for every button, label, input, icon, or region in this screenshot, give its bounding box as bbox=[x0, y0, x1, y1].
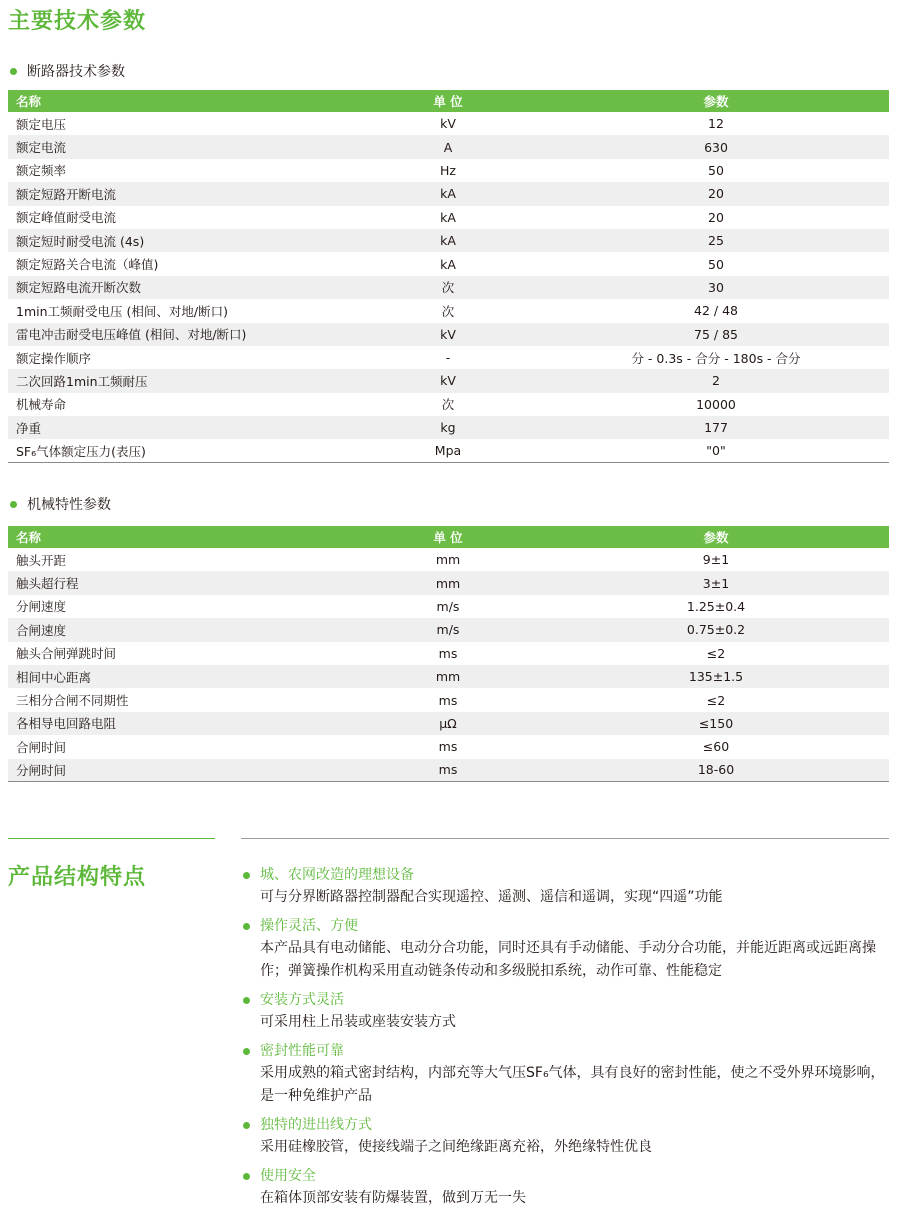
table-row bbox=[8, 595, 889, 618]
table-row bbox=[8, 439, 889, 462]
feature-heading bbox=[242, 1040, 892, 1062]
page-title: 主要技术参数 bbox=[8, 9, 147, 34]
feature-item bbox=[242, 915, 892, 983]
cell-unit: m/s bbox=[353, 618, 543, 641]
section-title-text: 断路器技术参数 bbox=[27, 64, 125, 80]
feature-item bbox=[242, 1114, 892, 1159]
cell-value: 10000 bbox=[696, 396, 736, 412]
table-row bbox=[8, 735, 889, 758]
table-row bbox=[8, 276, 889, 299]
cell-name: 额定操作顺序 bbox=[16, 350, 92, 366]
section-title-mechanical bbox=[8, 494, 111, 514]
cell-value: 3±1 bbox=[543, 571, 889, 594]
feature-heading bbox=[242, 864, 892, 886]
cell-unit: kV bbox=[440, 116, 456, 132]
cell-value: 50 bbox=[708, 256, 724, 272]
feature-heading bbox=[242, 1114, 892, 1136]
cell-value: 20 bbox=[543, 182, 889, 205]
bullet-dot-icon bbox=[243, 923, 250, 930]
cell-name: SF₆气体额定压力(表压) bbox=[8, 439, 353, 462]
feature-heading bbox=[242, 989, 892, 1011]
bullet-dot-icon bbox=[243, 1173, 250, 1180]
cell-value: 177 bbox=[543, 416, 889, 439]
cell-unit: Hz bbox=[440, 162, 456, 178]
cell-unit: kV bbox=[353, 369, 543, 392]
divider-green bbox=[8, 838, 215, 839]
cell-unit: kV bbox=[353, 323, 543, 346]
breaker-spec-table bbox=[8, 90, 889, 463]
cell-name: 相间中心距离 bbox=[8, 665, 353, 688]
cell-name: 额定峰值耐受电流 bbox=[16, 210, 117, 226]
bullet-dot-icon bbox=[243, 1122, 250, 1129]
table-row bbox=[8, 688, 889, 711]
bullet-dot-icon bbox=[10, 68, 17, 75]
cell-unit: μΩ bbox=[353, 712, 543, 735]
cell-unit: kA bbox=[353, 229, 543, 252]
cell-value: 50 bbox=[708, 162, 724, 178]
table-row bbox=[8, 642, 889, 665]
column-header-name: 名称 bbox=[8, 90, 353, 112]
feature-heading bbox=[242, 915, 892, 937]
cell-value: 42 / 48 bbox=[694, 303, 738, 319]
cell-name: 净重 bbox=[8, 416, 353, 439]
table-row bbox=[8, 135, 889, 158]
cell-unit: mm bbox=[353, 665, 543, 688]
feature-heading-text: 使用安全 bbox=[260, 1168, 316, 1184]
column-header-name: 名称 bbox=[8, 526, 353, 548]
table-row bbox=[8, 548, 889, 571]
cell-value: ≤60 bbox=[702, 739, 730, 755]
feature-heading-text: 操作灵活、方便 bbox=[260, 918, 358, 934]
table-row bbox=[8, 229, 889, 252]
cell-value: 30 bbox=[543, 276, 889, 299]
cell-unit: ms bbox=[438, 739, 458, 755]
cell-value: 12 bbox=[708, 116, 724, 132]
feature-item bbox=[242, 1040, 892, 1108]
bullet-dot-icon bbox=[243, 997, 250, 1004]
cell-unit: kg bbox=[353, 416, 543, 439]
mechanical-spec-table bbox=[8, 526, 889, 782]
cell-name: 二次回路1min工频耐压 bbox=[8, 369, 353, 392]
table-row bbox=[8, 182, 889, 205]
table-row bbox=[8, 299, 889, 322]
cell-value: 20 bbox=[708, 209, 724, 225]
cell-unit: 次 bbox=[441, 303, 455, 319]
cell-name: 触头超行程 bbox=[8, 571, 353, 594]
cell-name: 额定短路关合电流（峰值) bbox=[16, 257, 159, 273]
cell-name: 合闸时间 bbox=[16, 739, 67, 755]
cell-value: 75 / 85 bbox=[543, 323, 889, 346]
feature-item bbox=[242, 989, 892, 1034]
table-row bbox=[8, 416, 889, 439]
table-row bbox=[8, 206, 889, 229]
cell-unit: kA bbox=[440, 209, 456, 225]
cell-value: 1.25±0.4 bbox=[686, 598, 746, 614]
cell-unit: - bbox=[445, 350, 451, 366]
cell-name: 各相导电回路电阻 bbox=[8, 712, 353, 735]
cell-value: 分 - 0.3s - 合分 - 180s - 合分 bbox=[631, 350, 801, 366]
table-row bbox=[8, 712, 889, 735]
feature-heading-text: 城、农网改造的理想设备 bbox=[260, 867, 414, 883]
cell-unit: mm bbox=[435, 552, 461, 568]
cell-name: 额定电压 bbox=[16, 116, 67, 132]
cell-unit: Mpa bbox=[353, 439, 543, 462]
cell-value: "0" bbox=[543, 439, 889, 462]
structure-section-title: 产品结构特点 bbox=[8, 865, 147, 890]
column-header-unit: 单 位 bbox=[353, 526, 543, 548]
table-row bbox=[8, 759, 889, 782]
feature-description: 可采用柱上吊装或座装安装方式 bbox=[260, 1014, 456, 1030]
cell-unit: kA bbox=[353, 182, 543, 205]
cell-unit: ms bbox=[438, 645, 458, 661]
table-row bbox=[8, 252, 889, 275]
column-header-value: 参数 bbox=[543, 526, 889, 548]
bullet-dot-icon bbox=[243, 872, 250, 879]
cell-value: ≤2 bbox=[706, 645, 726, 661]
cell-name: 分闸时间 bbox=[8, 759, 353, 782]
cell-value: 630 bbox=[543, 135, 889, 158]
cell-name: 机械寿命 bbox=[16, 397, 67, 413]
table-row bbox=[8, 618, 889, 641]
feature-heading-text: 独特的进出线方式 bbox=[260, 1117, 372, 1133]
section-title-text: 机械特性参数 bbox=[27, 497, 111, 513]
feature-list bbox=[242, 864, 892, 1216]
cell-name: 1min工频耐受电压 (相间、对地/断口) bbox=[16, 303, 228, 319]
cell-unit: 次 bbox=[353, 276, 543, 299]
table-header-row bbox=[8, 90, 889, 112]
feature-description: 在箱体顶部安装有防爆装置，做到万无一失 bbox=[260, 1190, 526, 1206]
column-header-value: 参数 bbox=[543, 90, 889, 112]
feature-description: 采用硅橡胶管，使接线端子之间绝缘距离充裕，外绝缘特性优良 bbox=[260, 1139, 652, 1155]
table-row bbox=[8, 159, 889, 182]
cell-value: ≤2 bbox=[706, 692, 726, 708]
cell-name: 雷电冲击耐受电压峰值 (相间、对地/断口) bbox=[8, 323, 353, 346]
cell-value: 9±1 bbox=[702, 552, 730, 568]
table-row bbox=[8, 369, 889, 392]
cell-name: 触头开距 bbox=[16, 552, 67, 568]
cell-name: 额定短时耐受电流 (4s) bbox=[8, 229, 353, 252]
table-row bbox=[8, 346, 889, 369]
cell-value: 135±1.5 bbox=[543, 665, 889, 688]
table-header-row bbox=[8, 526, 889, 548]
cell-name: 额定电流 bbox=[8, 135, 353, 158]
cell-unit: mm bbox=[353, 571, 543, 594]
cell-value: ≤150 bbox=[543, 712, 889, 735]
cell-value: 0.75±0.2 bbox=[543, 618, 889, 641]
divider-gray bbox=[241, 838, 889, 839]
cell-unit: ms bbox=[438, 692, 458, 708]
cell-name: 合闸速度 bbox=[8, 618, 353, 641]
table-row bbox=[8, 393, 889, 416]
column-header-unit: 单 位 bbox=[353, 90, 543, 112]
cell-value: 25 bbox=[543, 229, 889, 252]
cell-name: 触头合闸弹跳时间 bbox=[16, 646, 117, 662]
bullet-dot-icon bbox=[243, 1048, 250, 1055]
cell-name: 分闸速度 bbox=[16, 599, 67, 615]
cell-name: 额定短路电流开断次数 bbox=[8, 276, 353, 299]
feature-description: 采用成熟的箱式密封结构，内部充等大气压SF₆气体，具有良好的密封性能，使之不受外界环境影响，是一种免维护产品 bbox=[260, 1065, 885, 1104]
cell-unit: kA bbox=[440, 256, 456, 272]
cell-name: 额定短路开断电流 bbox=[8, 182, 353, 205]
cell-unit: m/s bbox=[436, 598, 460, 614]
cell-unit: 次 bbox=[441, 397, 455, 413]
cell-name: 额定频率 bbox=[16, 163, 67, 179]
cell-value: 18-60 bbox=[543, 759, 889, 782]
feature-item bbox=[242, 864, 892, 909]
feature-heading-text: 密封性能可靠 bbox=[260, 1043, 344, 1059]
bullet-dot-icon bbox=[10, 501, 17, 508]
cell-unit: A bbox=[353, 135, 543, 158]
table-row bbox=[8, 665, 889, 688]
feature-description: 本产品具有电动储能、电动分合功能，同时还具有手动储能、手动分合功能，并能近距离或远距离操作；弹簧操作机构采用直动链条传动和多级脱扣系统，动作可靠、性能稳定 bbox=[260, 940, 876, 979]
cell-value: 2 bbox=[543, 369, 889, 392]
table-row bbox=[8, 323, 889, 346]
cell-name: 三相分合闸不同期性 bbox=[16, 693, 129, 709]
table-row bbox=[8, 571, 889, 594]
feature-item bbox=[242, 1165, 892, 1210]
cell-unit: ms bbox=[353, 759, 543, 782]
feature-heading bbox=[242, 1165, 892, 1187]
feature-heading-text: 安装方式灵活 bbox=[260, 992, 344, 1008]
feature-description: 可与分界断路器控制器配合实现遥控、遥测、遥信和遥调，实现“四遥”功能 bbox=[260, 889, 723, 905]
section-title-breaker bbox=[8, 61, 125, 81]
table-row bbox=[8, 112, 889, 135]
